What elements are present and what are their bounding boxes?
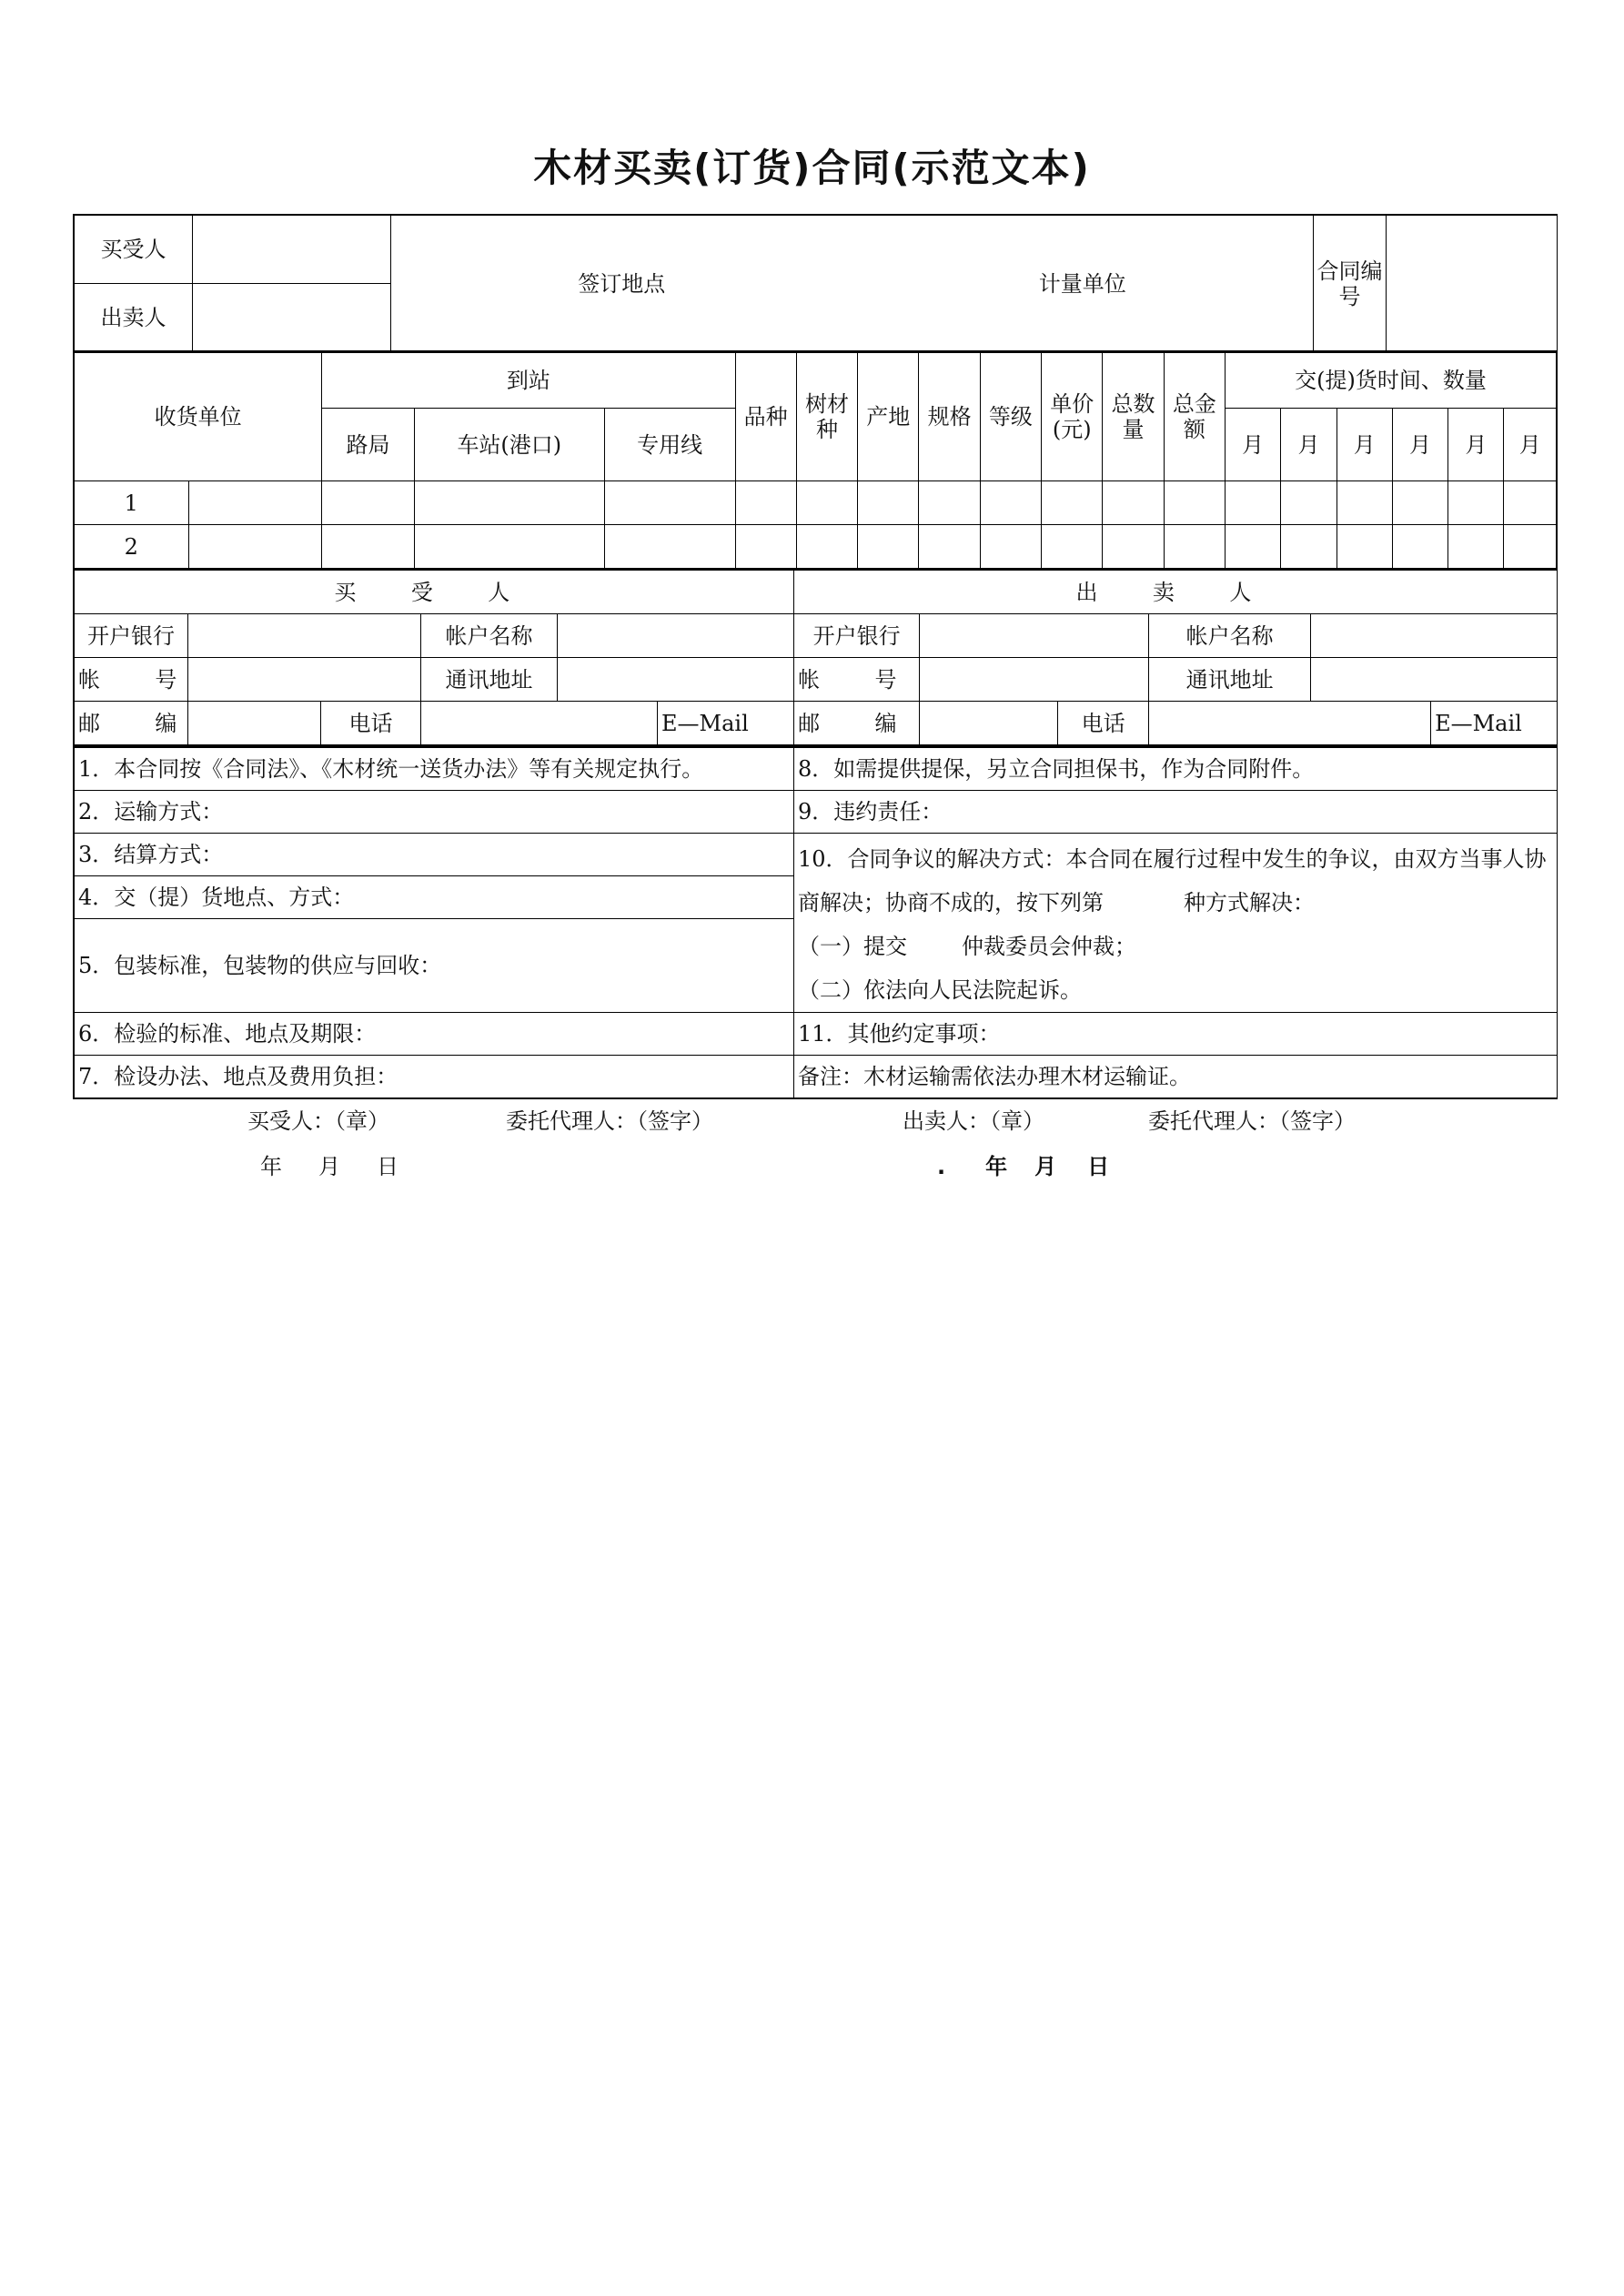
buyer-email-label: E—Mail [661,710,749,736]
buyer-account-name-value[interactable] [558,614,794,658]
seller-address-label: 通讯地址 [1149,658,1311,702]
buyer-address-label: 通讯地址 [421,658,558,702]
wood-species-label: 树材种 [796,352,857,481]
buyer-bank-value[interactable] [188,614,421,658]
buyer-postcode-label: 邮 编 [75,702,188,745]
term-5[interactable]: 5．包装标准，包装物的供应与回收： [75,919,794,1013]
contract-no-value[interactable] [1387,216,1558,352]
seller-heading: 出 卖 人 [794,571,1558,614]
terms-section [73,746,1558,1099]
term-9[interactable]: 9．违约责任： [794,791,1558,834]
buyer-phone-value[interactable] [421,702,658,745]
seller-phone-value[interactable] [1149,702,1431,745]
buyer-account-no-value[interactable] [188,658,421,702]
seller-email-cell[interactable] [1431,702,1558,745]
term-1: 1．本合同按《合同法》、《木材统一送货办法》等有关规定执行。 [75,748,794,791]
month-label: 月 [1281,409,1337,481]
month-label: 月 [1504,409,1557,481]
seller-bank-value[interactable] [920,614,1149,658]
term-4[interactable]: 4．交（提）货地点、方式： [75,876,794,919]
buyer-account-name-label: 帐户名称 [421,614,558,658]
month-label: 月 [1226,409,1281,481]
seller-bank-label: 开户银行 [794,614,920,658]
goods-section [73,350,1558,570]
seller-date[interactable]: . 年 月 日 [937,1154,1110,1179]
seller-email-label: E—Mail [1435,710,1522,736]
seller-value[interactable] [193,284,391,352]
seller-account-no-value[interactable] [920,658,1149,702]
note: 备注：木材运输需依法办理木材运输证。 [794,1056,1558,1098]
term-2[interactable]: 2．运输方式： [75,791,794,834]
unit-label: 计量单位 [1038,270,1126,297]
term-6[interactable]: 6．检验的标准、地点及期限： [75,1013,794,1056]
term-8: 8．如需提供提保，另立合同担保书，作为合同附件。 [794,748,1558,791]
buyer-account-no-label: 帐 号 [75,658,188,702]
total-amount-label: 总金额 [1164,352,1225,481]
variety-label: 品种 [735,352,796,481]
buyer-heading: 买 受 人 [75,571,794,614]
month-label: 月 [1337,409,1392,481]
seller-label: 出卖人 [75,284,193,352]
buyer-phone-label: 电话 [321,702,421,745]
seller-seal[interactable]: 出卖人：（章） [903,1108,1044,1134]
month-label: 月 [1392,409,1447,481]
sign-place-unit-cell [391,216,1314,352]
seller-postcode-label: 邮 编 [794,702,920,745]
receiver-label: 收货单位 [75,352,322,481]
seller-account-name-label: 帐户名称 [1149,614,1311,658]
arrival-label: 到站 [322,352,735,409]
railway-bureau-label: 路局 [322,409,414,481]
origin-label: 产地 [858,352,919,481]
station-label: 车站(港口) [414,409,604,481]
buyer-bank-label: 开户银行 [75,614,188,658]
table-row [75,481,1557,525]
page-title: 木材买卖(订货)合同(示范文本) [533,146,1091,190]
term-10[interactable]: 10．合同争议的解决方式：本合同在履行过程中发生的争议，由双方当事人协商解决；协商不成的，按下列第 种方式解决： （一）提交 仲裁委员会仲裁； （二）依法向人民法院起诉。 [794,834,1558,1013]
grade-label: 等级 [980,352,1041,481]
contract-no-label: 合同编号 [1314,216,1387,352]
buyer-email-cell[interactable] [658,702,794,745]
sign-place-label: 签订地点 [578,270,666,297]
term-3[interactable]: 3．结算方式： [75,834,794,876]
buyer-label: 买受人 [75,216,193,284]
row-number: 1 [75,481,189,525]
special-line-label: 专用线 [604,409,735,481]
buyer-agent-signature[interactable]: 委托代理人：（签字） [506,1108,713,1134]
seller-phone-label: 电话 [1058,702,1149,745]
unit-price-label: 单价(元) [1042,352,1103,481]
spec-label: 规格 [919,352,980,481]
seller-address-value[interactable] [1311,658,1558,702]
seller-account-no-label: 帐 号 [794,658,920,702]
term-11[interactable]: 11．其他约定事项： [794,1013,1558,1056]
term-7[interactable]: 7．检设办法、地点及费用负担： [75,1056,794,1098]
buyer-address-value[interactable] [558,658,794,702]
table-row [75,525,1557,569]
month-label: 月 [1448,409,1504,481]
row-number: 2 [75,525,189,569]
seller-agent-signature[interactable]: 委托代理人：（签字） [1148,1108,1356,1134]
buyer-postcode-value[interactable] [188,702,321,745]
buyer-value[interactable] [193,216,391,284]
buyer-date[interactable]: 年 月 日 [260,1154,398,1179]
header-section [73,214,1558,353]
seller-account-name-value[interactable] [1311,614,1558,658]
buyer-seal[interactable]: 买受人：（章） [247,1108,389,1134]
total-qty-label: 总数量 [1103,352,1164,481]
delivery-label: 交(提)货时间、数量 [1226,352,1557,409]
parties-section [73,569,1558,746]
seller-postcode-value[interactable] [920,702,1058,745]
